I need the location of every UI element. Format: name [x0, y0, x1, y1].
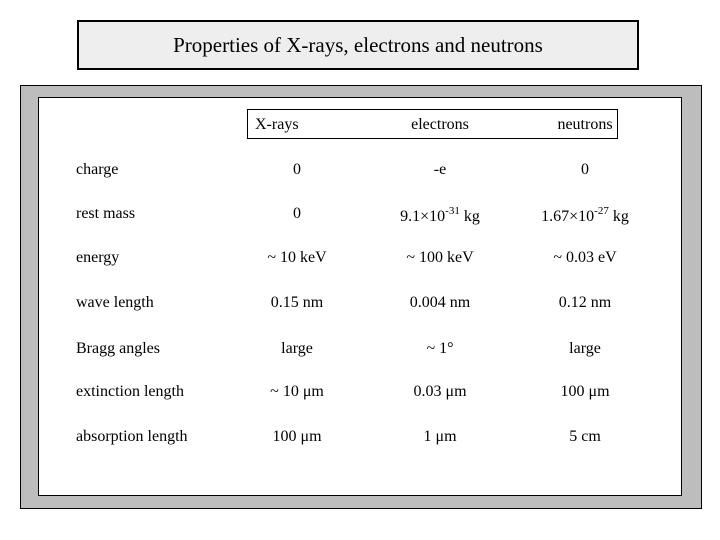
- cell-energy-neutrons: ~ 0.03 eV: [553, 249, 617, 266]
- row-label-energy: energy: [76, 249, 120, 266]
- cell-rest-mass-electrons: [400, 206, 480, 225]
- mass-exponent: -31: [445, 205, 460, 217]
- cell-wave-length-neutrons: 0.12 nm: [558, 294, 612, 311]
- cell-bragg-angles-neutrons: large: [569, 340, 601, 357]
- mass-exponent: -27: [594, 205, 609, 217]
- row-label-extinction-length: extinction length: [76, 383, 184, 400]
- cell-rest-mass-xrays: 0: [293, 205, 301, 222]
- cell-wave-length-xrays: 0.15 nm: [270, 294, 324, 311]
- slide-title-text: Properties of X-rays, electrons and neutrons: [173, 32, 543, 57]
- cell-charge-neutrons: 0: [581, 161, 589, 178]
- cell-wave-length-electrons: 0.004 nm: [409, 294, 471, 311]
- column-header-electrons: electrons: [411, 116, 469, 133]
- cell-extinction-length-neutrons: 100 μm: [560, 383, 610, 400]
- mass-mantissa: 9.1×10: [400, 208, 446, 225]
- column-header-neutrons: neutrons: [557, 116, 613, 133]
- slide-title: [77, 20, 639, 70]
- cell-absorption-length-xrays: 100 μm: [272, 428, 322, 445]
- cell-extinction-length-electrons: 0.03 μm: [413, 383, 467, 400]
- cell-energy-xrays: ~ 10 keV: [267, 249, 327, 266]
- row-label-bragg-angles: Bragg angles: [76, 340, 160, 357]
- cell-bragg-angles-electrons: ~ 1°: [426, 340, 454, 357]
- cell-absorption-length-neutrons: 5 cm: [569, 428, 601, 445]
- cell-bragg-angles-xrays: large: [281, 340, 313, 357]
- cell-energy-electrons: ~ 100 keV: [406, 249, 474, 266]
- row-label-absorption-length: absorption length: [76, 428, 188, 445]
- row-label-charge: charge: [76, 161, 119, 178]
- mass-unit: kg: [608, 208, 629, 225]
- mass-unit: kg: [459, 208, 480, 225]
- cell-absorption-length-electrons: 1 μm: [423, 428, 457, 445]
- mass-mantissa: 1.67×10: [541, 208, 595, 225]
- column-header-xrays: X-rays: [255, 116, 299, 133]
- cell-rest-mass-neutrons: [541, 206, 629, 225]
- cell-charge-xrays: 0: [293, 161, 301, 178]
- row-label-wave-length: wave length: [76, 294, 154, 311]
- cell-charge-electrons: -e: [433, 161, 447, 178]
- row-label-rest-mass: rest mass: [76, 205, 136, 222]
- cell-extinction-length-xrays: ~ 10 μm: [270, 383, 324, 400]
